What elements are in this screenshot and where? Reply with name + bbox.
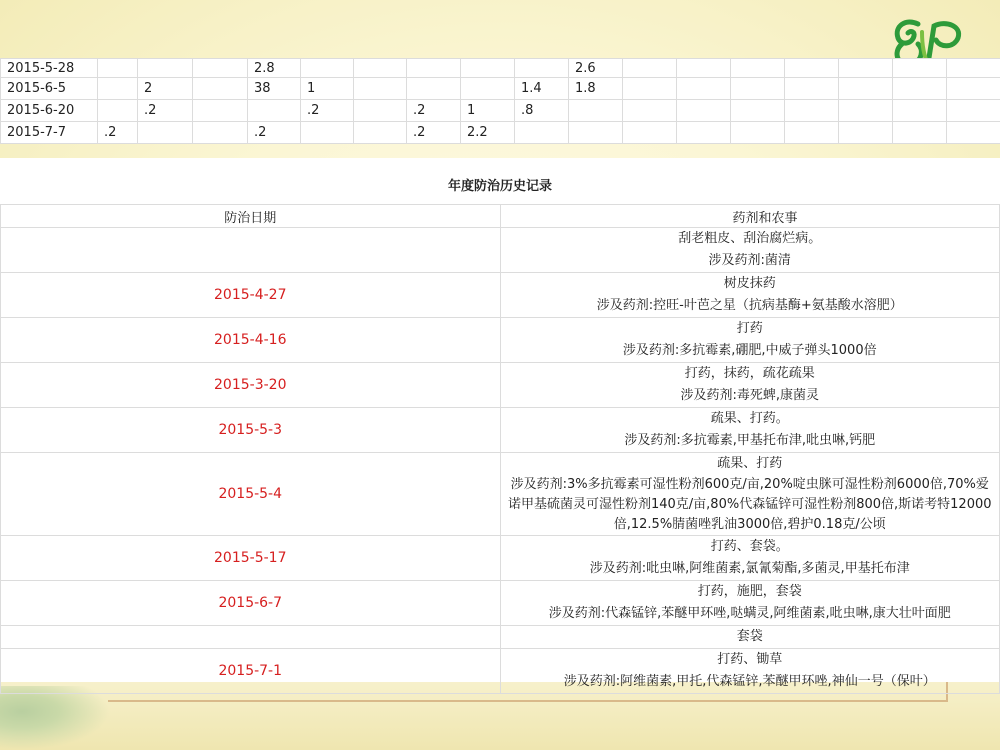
history-row xyxy=(1,626,1000,649)
table-row xyxy=(1,100,1000,122)
record-desc xyxy=(500,273,1000,318)
value-cell: .8 xyxy=(515,100,569,122)
record-agent: 涉及药剂:吡虫啉,阿维菌素,氯氰菊酯,多菌灵,甲基托布津 xyxy=(589,561,910,576)
record-work: 打药 xyxy=(736,321,763,336)
record-desc xyxy=(500,649,1000,694)
value-cell xyxy=(947,100,1000,122)
value-cell: 2.2 xyxy=(461,122,515,144)
value-cell xyxy=(839,100,893,122)
record-work: 打药，施肥，套袋 xyxy=(697,584,802,599)
history-header-row xyxy=(1,205,1000,228)
history-row xyxy=(1,649,1000,694)
record-date: 2015-5-4 xyxy=(1,453,501,536)
value-cell xyxy=(623,100,677,122)
value-cell xyxy=(354,59,407,78)
value-cell xyxy=(893,100,947,122)
history-row xyxy=(1,318,1000,363)
history-row xyxy=(1,581,1000,626)
value-cell xyxy=(248,100,301,122)
value-cell: 1.8 xyxy=(569,78,623,100)
history-row xyxy=(1,228,1000,273)
value-cell: .2 xyxy=(301,100,354,122)
history-section xyxy=(0,158,1000,689)
value-cell xyxy=(301,59,354,78)
value-cell xyxy=(731,78,785,100)
value-cell: .2 xyxy=(98,122,138,144)
record-date: 2015-4-16 xyxy=(1,318,501,363)
record-date: 2015-5-17 xyxy=(1,536,501,581)
table-row xyxy=(1,122,1000,144)
value-cell xyxy=(947,78,1000,100)
value-cell xyxy=(623,78,677,100)
record-desc xyxy=(500,626,1000,649)
value-cell xyxy=(193,100,248,122)
record-desc xyxy=(500,581,1000,626)
header-date: 防治日期 xyxy=(1,205,501,228)
history-row xyxy=(1,273,1000,318)
value-cell xyxy=(138,59,193,78)
record-date: 2015-6-7 xyxy=(1,581,501,626)
record-desc xyxy=(500,408,1000,453)
value-cell xyxy=(515,59,569,78)
header-desc: 药剂和农事 xyxy=(500,205,1000,228)
record-desc xyxy=(500,228,1000,273)
value-cell xyxy=(839,122,893,144)
value-cell: 38 xyxy=(248,78,301,100)
record-date: 2015-5-3 xyxy=(1,408,501,453)
record-work: 刮老粗皮、刮治腐烂病。 xyxy=(678,231,822,246)
value-cell xyxy=(731,122,785,144)
record-date xyxy=(1,228,501,273)
date-cell: 2015-5-28 xyxy=(1,59,98,78)
value-cell: 2.6 xyxy=(569,59,623,78)
value-cell xyxy=(893,122,947,144)
history-row xyxy=(1,453,1000,536)
record-work: 疏果、打药 xyxy=(717,456,783,471)
value-cell xyxy=(731,100,785,122)
value-cell xyxy=(138,122,193,144)
value-cell xyxy=(407,78,461,100)
value-cell xyxy=(947,59,1000,78)
value-cell: .2 xyxy=(138,100,193,122)
value-cell xyxy=(623,59,677,78)
record-agent: 涉及药剂:代森锰锌,苯醚甲环唑,哒螨灵,阿维菌素,吡虫啉,康大壮叶面肥 xyxy=(548,606,951,621)
date-cell: 2015-6-5 xyxy=(1,78,98,100)
record-work: 树皮抹药 xyxy=(723,276,776,291)
value-cell xyxy=(731,59,785,78)
record-work: 套袋 xyxy=(736,629,763,644)
record-date: 2015-4-27 xyxy=(1,273,501,318)
record-agent: 涉及药剂:毒死蜱,康菌灵 xyxy=(680,388,819,403)
value-cell xyxy=(407,59,461,78)
record-work: 打药、锄草 xyxy=(717,652,783,667)
value-cell xyxy=(193,78,248,100)
record-work: 疏果、打药。 xyxy=(710,411,789,426)
value-cell xyxy=(623,122,677,144)
history-row xyxy=(1,363,1000,408)
corner-decoration xyxy=(0,686,110,750)
value-cell xyxy=(677,122,731,144)
value-cell xyxy=(354,78,407,100)
value-cell xyxy=(354,122,407,144)
value-cell: .2 xyxy=(407,122,461,144)
record-desc xyxy=(500,318,1000,363)
record-agent: 涉及药剂:多抗霉素,硼肥,中威子弹头1000倍 xyxy=(622,343,877,358)
value-cell: .2 xyxy=(407,100,461,122)
value-cell xyxy=(677,59,731,78)
value-cell xyxy=(677,78,731,100)
record-date xyxy=(1,626,501,649)
value-cell xyxy=(947,122,1000,144)
value-cell xyxy=(98,59,138,78)
record-agent: 涉及药剂:阿维菌素,甲托,代森锰锌,苯醚甲环唑,神仙一号（保叶） xyxy=(563,674,936,689)
record-desc xyxy=(500,536,1000,581)
value-cell: 1.4 xyxy=(515,78,569,100)
value-cell: 2.8 xyxy=(248,59,301,78)
date-cell: 2015-7-7 xyxy=(1,122,98,144)
value-cell xyxy=(515,122,569,144)
record-work: 打药、套袋。 xyxy=(710,539,789,554)
date-cell: 2015-6-20 xyxy=(1,100,98,122)
value-cell: .2 xyxy=(248,122,301,144)
value-cell xyxy=(569,122,623,144)
history-title: 年度防治历史记录 xyxy=(447,179,552,194)
value-cell xyxy=(893,59,947,78)
value-cell: 1 xyxy=(461,100,515,122)
data-table xyxy=(0,58,1000,144)
history-row xyxy=(1,408,1000,453)
record-desc xyxy=(500,363,1000,408)
value-cell: 2 xyxy=(138,78,193,100)
value-cell xyxy=(785,122,839,144)
value-cell xyxy=(461,78,515,100)
value-cell xyxy=(893,78,947,100)
value-cell xyxy=(98,78,138,100)
value-cell xyxy=(193,59,248,78)
value-cell xyxy=(839,59,893,78)
record-date: 2015-7-1 xyxy=(1,649,501,694)
history-row xyxy=(1,536,1000,581)
record-date: 2015-3-20 xyxy=(1,363,501,408)
value-cell xyxy=(354,100,407,122)
value-cell xyxy=(193,122,248,144)
record-desc xyxy=(500,453,1000,536)
table-row xyxy=(1,78,1000,100)
value-cell xyxy=(785,100,839,122)
value-cell xyxy=(98,100,138,122)
record-agent: 涉及药剂:菌清 xyxy=(708,253,791,268)
record-agent: 涉及药剂:控旺-叶芭之星（抗病基酶+氨基酸水溶肥） xyxy=(596,298,903,313)
value-cell xyxy=(839,78,893,100)
history-table xyxy=(0,204,1000,694)
value-cell xyxy=(301,122,354,144)
table-row xyxy=(1,59,1000,78)
frame-bottom-line xyxy=(108,700,948,702)
value-cell xyxy=(785,78,839,100)
value-cell xyxy=(785,59,839,78)
record-agent: 涉及药剂:3%多抗霉素可湿性粉剂600克/亩,20%啶虫脒可湿性粉剂6000倍,70%爱诺甲基硫菌灵可湿性粉剂140克/亩,80%代森锰锌可湿性粉剂800倍,斯诺考特12000倍,12.5%腈菌唑乳油3000倍,碧护0.18克/公顷 xyxy=(507,477,992,532)
value-cell: 1 xyxy=(301,78,354,100)
value-cell xyxy=(569,100,623,122)
record-work: 打药，抹药，疏花疏果 xyxy=(684,366,815,381)
value-cell xyxy=(677,100,731,122)
value-cell xyxy=(461,59,515,78)
record-agent: 涉及药剂:多抗霉素,甲基托布津,吡虫啉,钙肥 xyxy=(624,433,876,448)
